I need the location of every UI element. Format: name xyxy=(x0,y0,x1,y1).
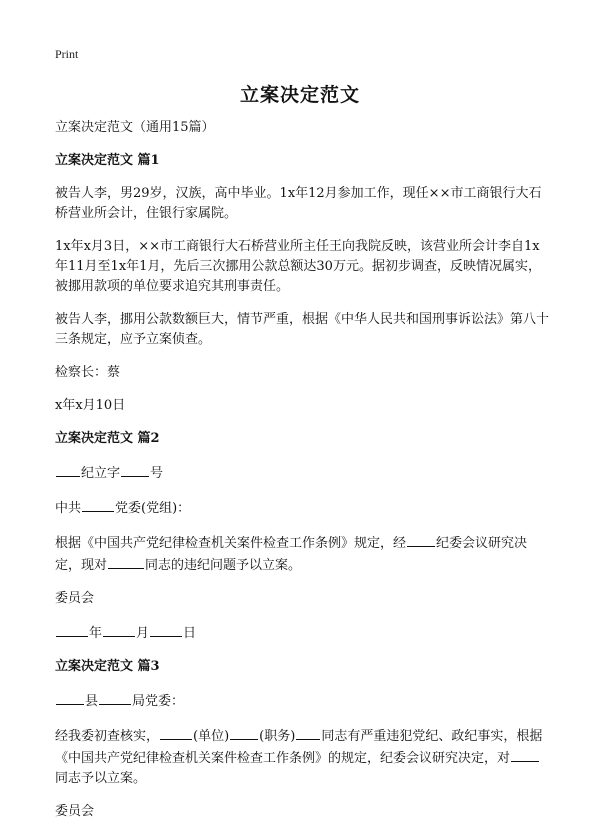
document-body xyxy=(55,118,550,835)
fill-blank xyxy=(103,622,135,637)
paragraph xyxy=(55,725,550,789)
text-fragment: 经我委初查核实， xyxy=(55,729,160,744)
fill-blank xyxy=(82,497,114,512)
fill-blank xyxy=(407,532,435,547)
text-fragment: 同志有严重违犯党纪、政纪事实，根据《中国共产党纪律检查机关案件检查工作条例》的规定，纪委会议研究决定，对 xyxy=(55,729,543,766)
addressee-line xyxy=(55,690,550,712)
text-fragment: 年 xyxy=(89,626,103,641)
text-fragment: (单位) xyxy=(193,729,230,744)
paragraph xyxy=(55,532,550,576)
text-fragment: 纪委会议研究决定，现对 xyxy=(55,536,528,573)
fill-blank xyxy=(230,725,258,740)
fill-blank xyxy=(150,622,182,637)
fill-blank xyxy=(511,747,539,762)
fill-blank xyxy=(296,725,320,740)
committee-signature: 委员会 xyxy=(55,804,95,819)
text-fragment: (职务) xyxy=(259,729,296,744)
fill-blank xyxy=(56,690,84,705)
signature-line: 检察长：蔡 xyxy=(55,365,121,380)
text-fragment: 同志的违纪问题予以立案。 xyxy=(145,558,302,573)
fill-blank xyxy=(56,462,80,477)
text-fragment: 中共 xyxy=(55,501,82,516)
committee-signature: 委员会 xyxy=(55,591,95,606)
document-number-line xyxy=(55,462,550,484)
text-fragment: 党委(党组)： xyxy=(115,501,191,516)
text-fragment: 同志予以立案。 xyxy=(55,771,147,786)
text-fragment: 纪立字 xyxy=(81,466,121,481)
fill-blank xyxy=(160,725,192,740)
fill-blank xyxy=(56,622,88,637)
date-line: x年x月10日 xyxy=(55,398,126,413)
addressee-line xyxy=(55,497,550,519)
date-line xyxy=(55,622,550,644)
text-fragment: 月 xyxy=(136,626,150,641)
paragraph: 被告人李，男29岁，汉族，高中毕业。1x年12月参加工作，现任××市工商银行大石桥营业所会计，住银行家属院。 xyxy=(55,186,542,221)
print-link[interactable]: Print xyxy=(55,47,79,61)
paragraph: 1x年x月3日，××市工商银行大石桥营业所主任王向我院反映，该营业所会计李自1x年11月至1x年1月，先后三次挪用公款总额达30万元。据初步调查，反映情况属实，被挪用款项的单位要求追究其刑事责任。 xyxy=(55,239,541,294)
text-fragment: 县 xyxy=(85,694,99,709)
document-subtitle: 立案决定范文（通用15篇） xyxy=(55,120,215,135)
text-fragment: 根据《中国共产党纪律检查机关案件检查工作条例》规定，经 xyxy=(55,536,407,551)
fill-blank xyxy=(121,462,149,477)
text-fragment: 日 xyxy=(183,626,197,641)
section-heading: 立案决定范文 篇1 xyxy=(55,153,160,168)
document-title: 立案决定范文 xyxy=(239,84,360,106)
section-heading: 立案决定范文 篇3 xyxy=(55,659,160,674)
text-fragment: 号 xyxy=(150,466,164,481)
text-fragment: 局党委： xyxy=(132,694,185,709)
section-heading: 立案决定范文 篇2 xyxy=(55,431,160,446)
paragraph: 被告人李，挪用公款数额巨大，情节严重，根据《中华人民共和国刑事诉讼法》第八十三条规定，应予立案侦查。 xyxy=(55,312,550,347)
fill-blank xyxy=(99,690,131,705)
fill-blank xyxy=(108,554,144,569)
